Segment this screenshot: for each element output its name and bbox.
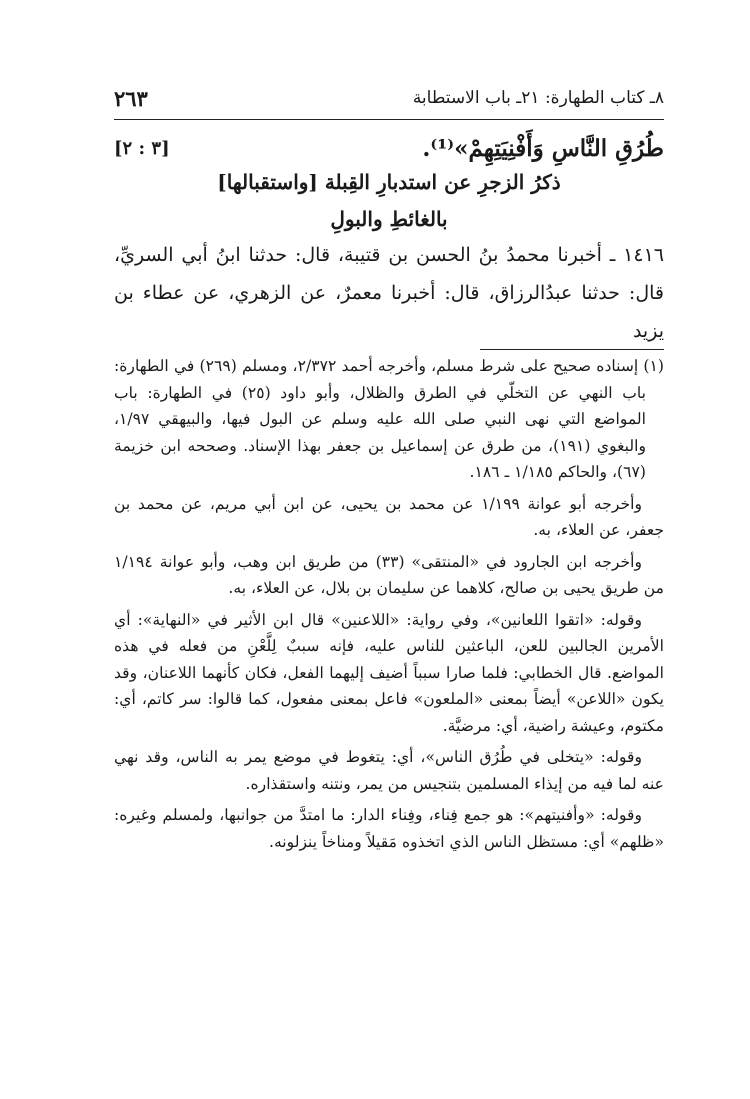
- footnote-paragraph: وأخرجه ابن الجارود في «المنتقى» (٣٣) من طريق ابن وهب، وأبو عوانة ١/١٩٤ من طريق يحيى بن صالح، كلاهما عن سليمان بن بلال، عن العلاء، به.: [114, 552, 664, 597]
- footnote-paragraph: وقوله: «يتخلى في طُرُق الناس»، أي: يتغوط في موضع يمر به الناس، وقد نهي عنه لما فيه من إيذاء المسلمين بتنجيس من يمر، ونتنه واستقذاره.: [114, 748, 664, 793]
- page-number: ٢٦٣: [114, 85, 148, 111]
- footnote-paragraph: وقوله: «اتقوا اللعانين»، وفي رواية: «اللاعنين» قال ابن الأثير في «النهاية»: أي الأمرين الجالبين للعن، الباعثين للناس عليه، فإنه سببٌ لِلَّعْنِ من فعله في هذه المواضع. قال الخطابي: فلما صارا سبباً أضيف إليهما الفعل، فكان كأنهما اللاعنان، وقد يكون «اللاعن» أيضاً بمعنى «الملعون» فاعل بمعنى مفعول، كما قالوا: سر كاتم، أي: مكتوم، وعيشة راضية، أي: مرضيَّة.: [114, 610, 664, 735]
- running-header: [114, 80, 664, 116]
- continuation-line: [114, 128, 664, 168]
- footnote-paragraph: وأخرجه أبو عوانة ١/١٩٩ عن محمد بن يحيى، عن ابن أبي مريم، عن محمد بن جعفر، عن العلاء، به.: [114, 494, 664, 539]
- hadith-text-block: [114, 236, 664, 350]
- chapter-heading-line-1: ذكرُ الزجرِ عن استدبارِ القِبلة [واستقبالها]: [217, 170, 561, 194]
- footnote-1: (١) إسناده صحيح على شرط مسلم، وأخرجه أحمد ٢/٣٧٢، ومسلم (٢٦٩) في الطهارة: باب النهي عن التخلّي في الطرق والظلال، وأبو داود (٢٥) في الطهارة: باب المواضع التي نهى النبي صلى الله عليه وسلم عن البول فيها، والبيهقي ١/٩٧، والبغوي (١٩١)، من طرق عن إسماعيل بن جعفر بهذا الإسناد. وصححه ابن خزيمة (٦٧)، والحاكم ١/١٨٥ ـ ١٨٦.: [114, 357, 664, 481]
- reference-number: [٣ : ٢]: [114, 137, 170, 159]
- header-rule: [114, 119, 664, 120]
- hadith-1416: ١٤١٦ ـ أخبرنا محمدُ بنُ الحسن بن قتيبة، قال: حدثنا ابنُ أبي السريِّ، قال: حدثنا عبدُالرزاق، قال: أخبرنا معمرٌ، عن الزهري، عن عطاء بن يزيد: [114, 244, 664, 342]
- chapter-heading-line-2: بالغائطِ والبولِ: [330, 207, 448, 231]
- section-title: ٨ـ كتاب الطهارة: ٢١ـ باب الاستطابة: [412, 88, 664, 108]
- continued-hadith-text: طُرُقِ النَّاسِ وَأَفْنِيَتِهِمْ»⁽¹⁾.: [422, 134, 664, 162]
- footnote-paragraph: وقوله: «وأفنيتهم»: هو جمع فِناء، وفِناء الدار: ما امتدَّ من جوانبها، ولمسلم وغيره: «ظلهم» أي: مستظل الناس الذي اتخذوه مَقيلاً ومناخاً ينزلونه.: [114, 806, 664, 851]
- footnote-rule: [480, 349, 664, 350]
- footnotes: [114, 353, 664, 860]
